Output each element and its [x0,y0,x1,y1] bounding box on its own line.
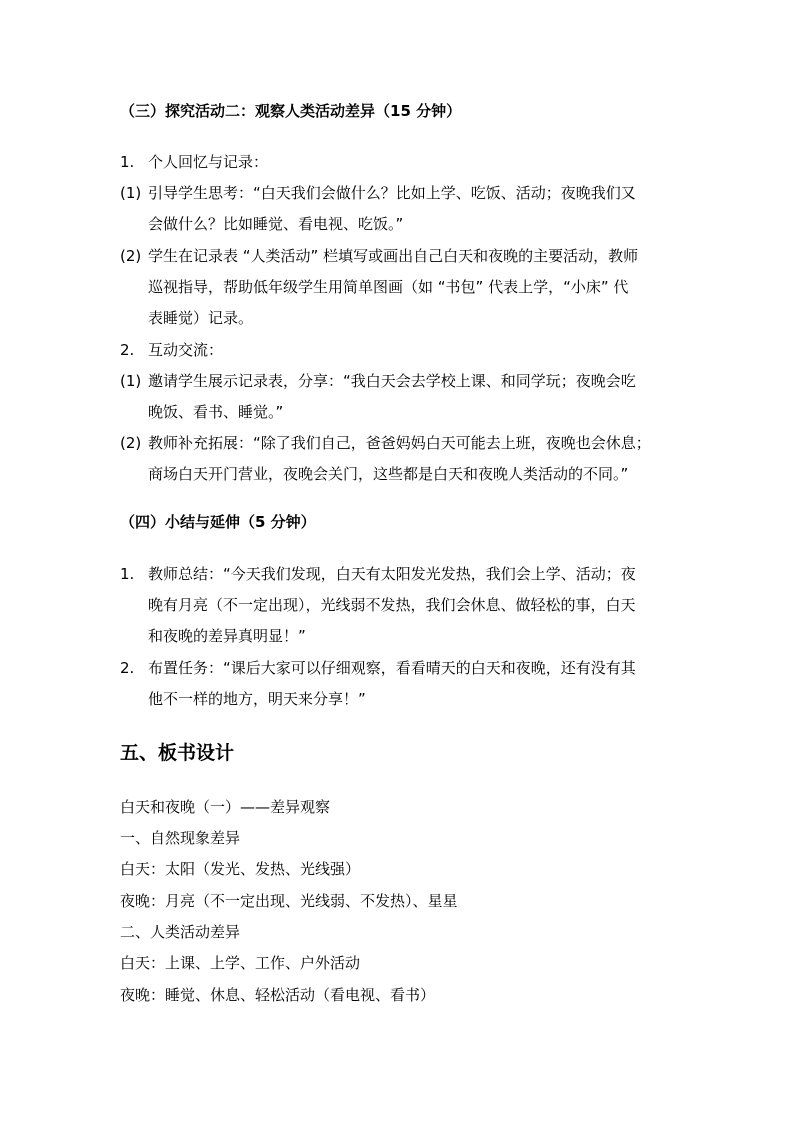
section4-heading: （四）小结与延伸（5 分钟） [120,513,316,531]
board-line: 白天：太阳（发光、发热、光线强） [120,860,361,878]
list-text: 晚有月亮（不一定出现），光线弱不发热，我们会休息、做轻松的事，白天 [148,596,636,614]
list-number: 1. [120,565,135,583]
sub-text: 教师补充拓展：“除了我们自己，爸爸妈妈白天可能去上班，夜晚也会休息； [148,434,651,452]
list-text: 和夜晚的差异真明显！” [148,627,306,645]
board-line: 二、人类活动差异 [120,923,241,941]
list-text: 个人回忆与记录： [148,153,269,171]
sub-text: 表睡觉）记录。 [148,309,254,327]
list-text: 布置任务：“课后大家可以仔细观察，看看晴天的白天和夜晚，还有没有其 [148,659,636,677]
sub-text: 会做什么？比如睡觉、看电视、吃饭。” [148,215,404,233]
sub-number: (1) [120,184,142,202]
sub-text: 商场白天开门营业，夜晚会关门，这些都是白天和夜晚人类活动的不同。” [148,465,629,483]
board-line: 夜晚：月亮（不一定出现、光线弱、不发热）、星星 [120,892,458,910]
list-number: 1. [120,153,135,171]
sub-text: 学生在记录表 “人类活动” 栏填写或画出自己白天和夜晚的主要活动，教师 [148,247,639,265]
list-text: 他不一样的地方，明天来分享！” [148,690,366,708]
list-text: 互动交流： [148,341,224,359]
board-line: 夜晚：睡觉、休息、轻松活动（看电视、看书） [120,986,436,1004]
board-line: 白天：上课、上学、工作、户外活动 [120,954,361,972]
section3-heading: （三）探究活动二：观察人类活动差异（15 分钟） [120,102,462,120]
board-line: 一、自然现象差异 [120,829,241,847]
sub-number: (1) [120,372,142,390]
list-number: 2. [120,659,135,677]
section5-heading: 五、板书设计 [120,742,235,764]
sub-text: 引导学生思考：“白天我们会做什么？比如上学、吃饭、活动；夜晚我们又 [148,184,636,202]
sub-number: (2) [120,434,142,452]
sub-text: 邀请学生展示记录表，分享：“我白天会去学校上课、和同学玩；夜晚会吃 [148,372,636,390]
sub-text: 巡视指导，帮助低年级学生用简单图画（如 “书包” 代表上学，“小床” 代 [148,278,629,296]
list-text: 教师总结：“今天我们发现，白天有太阳发光发热，我们会上学、活动；夜 [148,565,636,583]
board-line: 白天和夜晚（一）——差异观察 [120,798,331,816]
sub-text: 晚饭、看书、睡觉。” [148,403,284,421]
list-number: 2. [120,341,135,359]
sub-number: (2) [120,247,142,265]
